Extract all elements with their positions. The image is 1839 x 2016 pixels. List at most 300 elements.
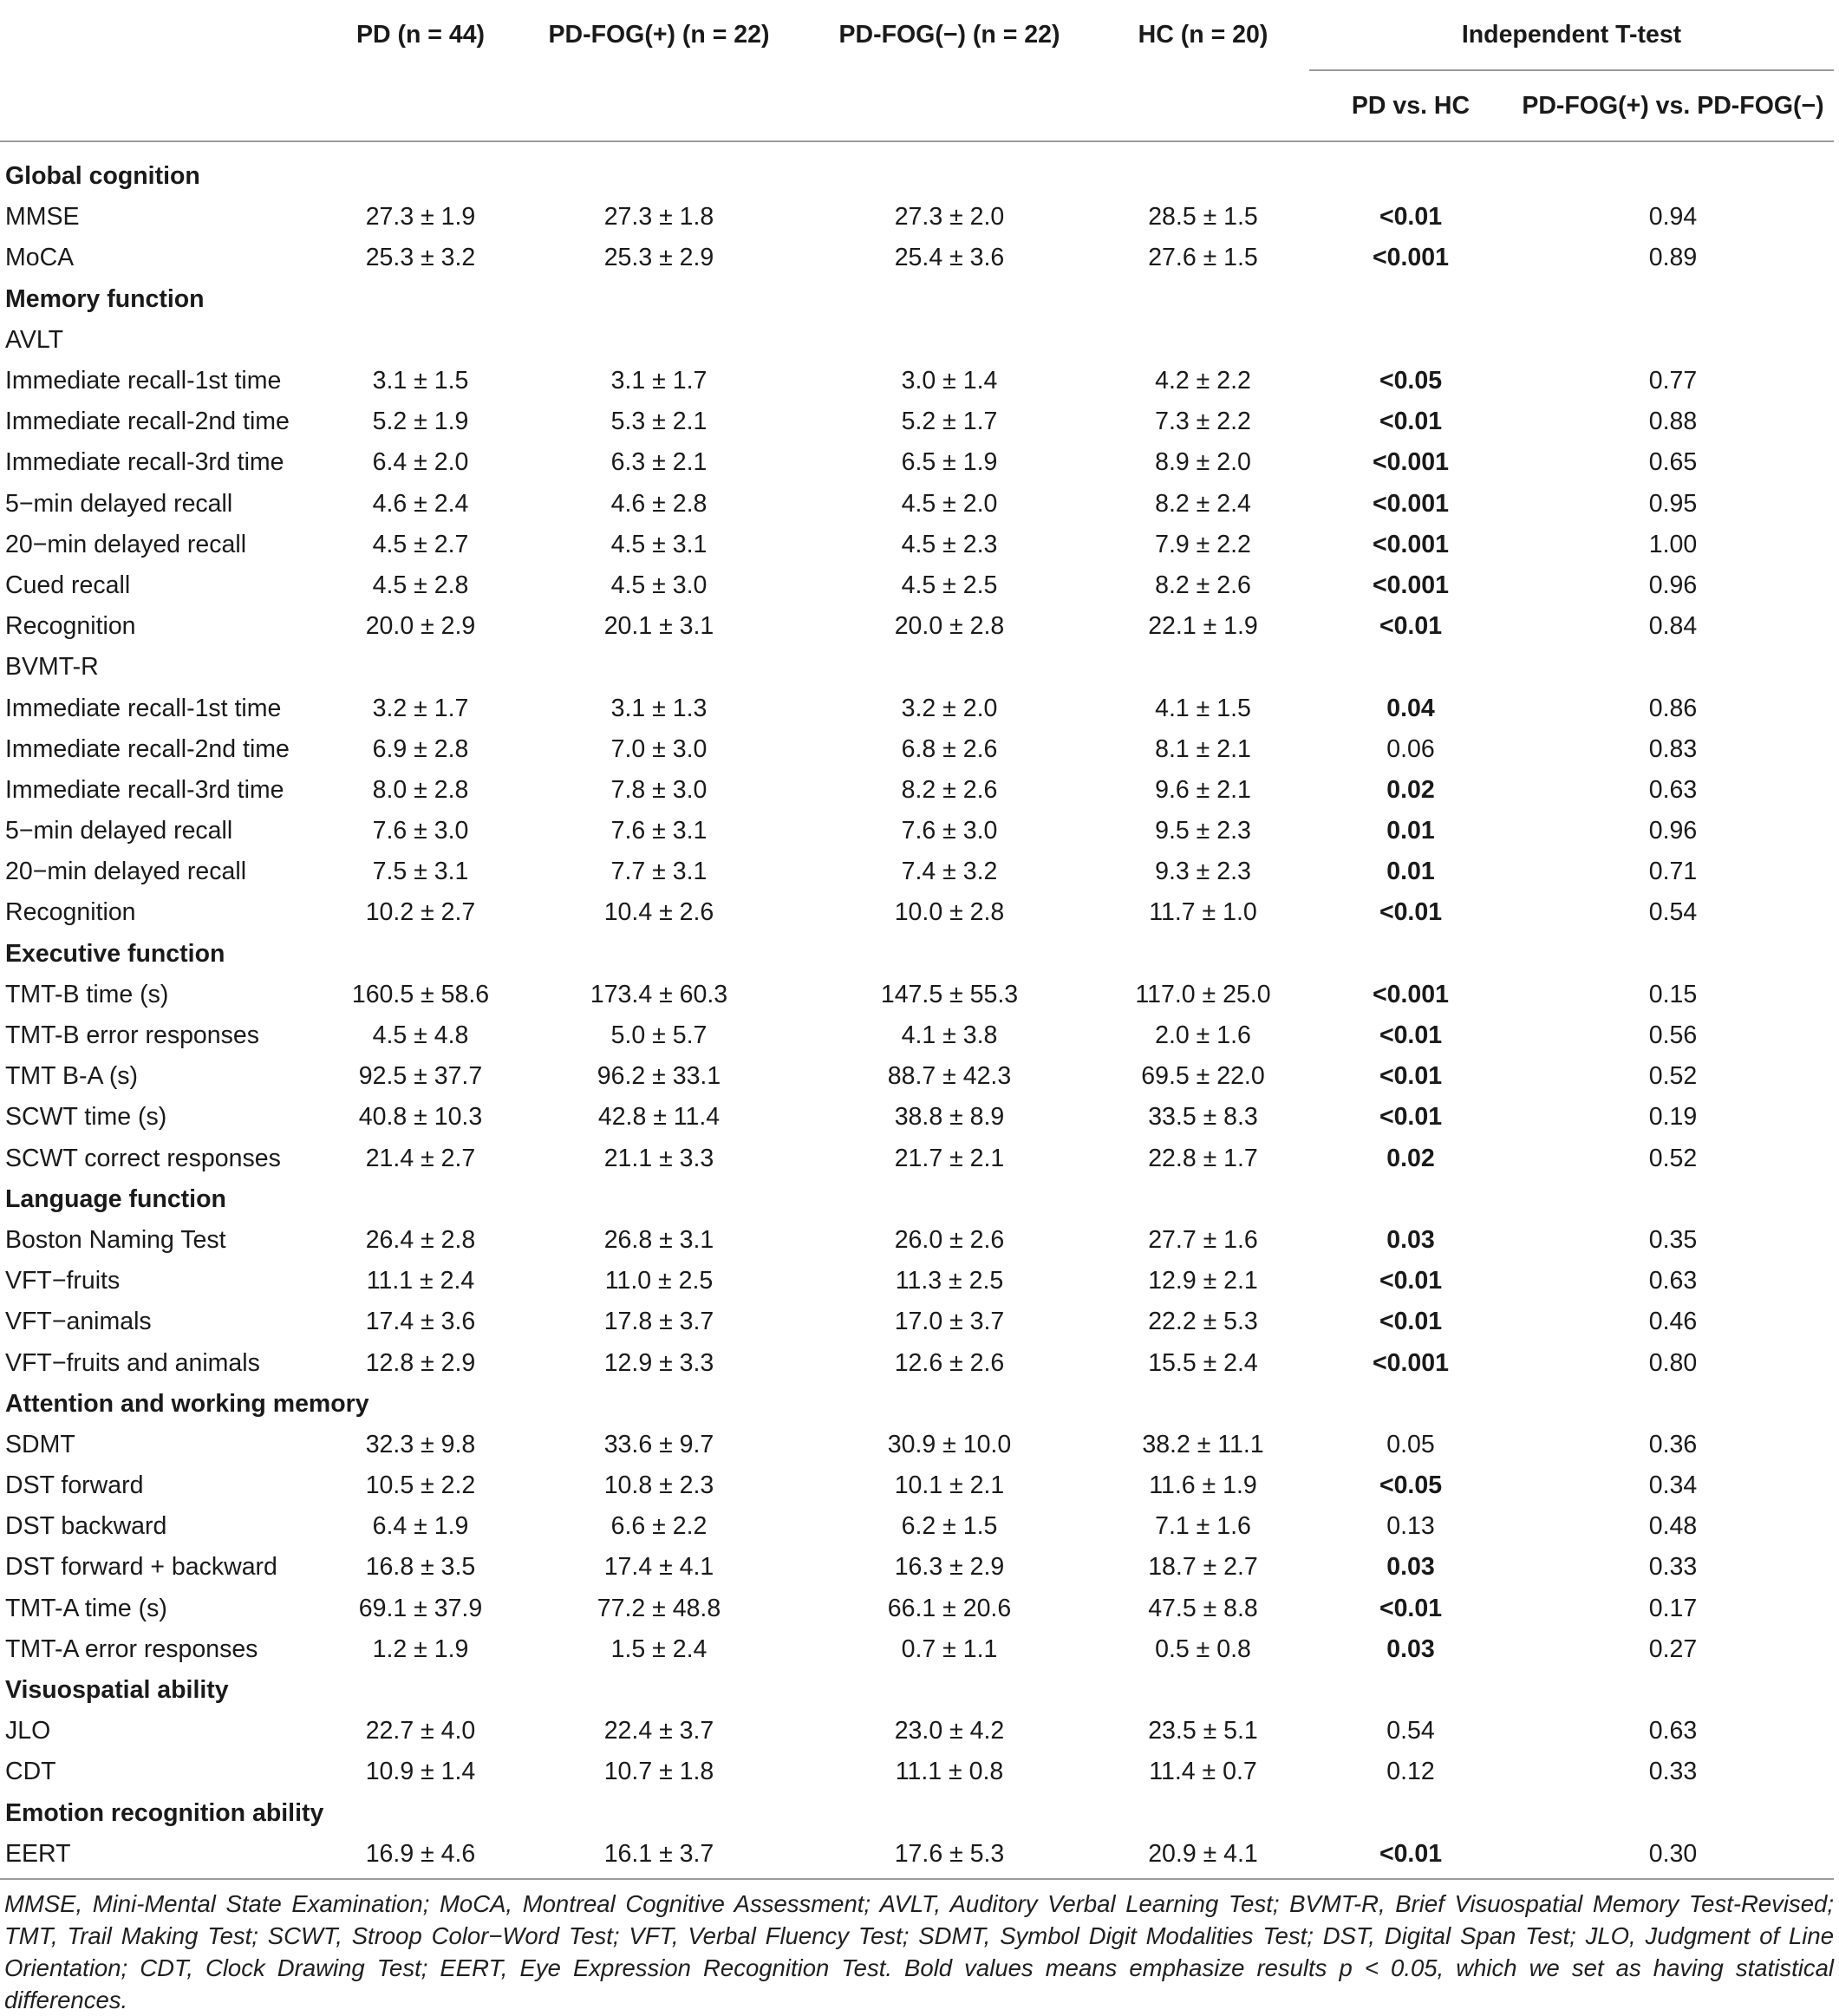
table-body [0, 141, 1834, 1879]
fog-neg-value: 10.0 ± 2.8 [894, 898, 1005, 927]
hc-value: 11.4 ± 0.7 [1149, 1758, 1257, 1786]
fog-neg-value: 88.7 ± 42.3 [887, 1062, 1012, 1091]
p-pd-vs-hc [1309, 320, 1512, 361]
fog-neg-value: 6.5 ± 1.9 [901, 448, 998, 477]
hc-value: 27.7 ± 1.6 [1148, 1225, 1258, 1254]
fog-neg-value [802, 1179, 1097, 1220]
pd-value: 16.8 ± 3.5 [365, 1553, 476, 1582]
fog-pos-value: 7.0 ± 3.0 [610, 734, 708, 763]
row-label: Immediate recall-1st time [5, 694, 282, 722]
p-fog-vs-fog: 0.17 [1648, 1594, 1698, 1622]
row-label: TMT-A time (s) [5, 1594, 167, 1622]
row-label: 20−min delayed recall [5, 530, 247, 558]
header-ttest [1309, 0, 1834, 70]
pd-value: 10.5 ± 2.2 [365, 1471, 476, 1500]
hc-value: 8.2 ± 2.4 [1155, 489, 1251, 518]
fog-neg-value [802, 647, 1097, 688]
p-fog-vs-fog: 0.89 [1648, 244, 1698, 272]
p-fog-vs-fog [1512, 1793, 1834, 1834]
fog-neg-value [802, 1384, 1097, 1425]
p-pd-vs-hc [1309, 934, 1512, 975]
fog-pos-value [516, 1670, 802, 1711]
hc-value: 12.9 ± 2.1 [1148, 1267, 1258, 1295]
pd-value [325, 279, 516, 320]
hc-value: 47.5 ± 8.8 [1148, 1594, 1258, 1622]
fog-pos-value [516, 934, 802, 975]
fog-neg-value: 0.7 ± 1.1 [901, 1634, 998, 1663]
table-row [0, 1342, 1834, 1383]
hc-value: 22.2 ± 5.3 [1148, 1308, 1258, 1336]
p-fog-vs-fog: 0.77 [1648, 367, 1698, 395]
pd-value: 4.5 ± 2.8 [372, 571, 469, 599]
table-row [0, 1506, 1834, 1547]
hc-value: 0.5 ± 0.8 [1155, 1634, 1251, 1663]
header-blank [0, 0, 325, 70]
row-label: Recognition [5, 612, 136, 641]
hc-value: 4.2 ± 2.2 [1155, 367, 1251, 395]
p-pd-vs-hc [1309, 647, 1512, 688]
pd-value: 5.2 ± 1.9 [372, 408, 469, 436]
p-fog-vs-fog [1512, 1670, 1834, 1711]
p-pd-vs-hc [1309, 1384, 1512, 1425]
hc-value: 28.5 ± 1.5 [1148, 203, 1258, 232]
row-label: VFT−animals [5, 1308, 152, 1336]
p-fog-vs-fog: 0.54 [1648, 898, 1698, 927]
table-row [0, 401, 1834, 442]
fog-pos-value: 6.6 ± 2.2 [610, 1512, 708, 1541]
fog-pos-value: 26.8 ± 3.1 [603, 1225, 714, 1254]
table-header [0, 0, 1834, 141]
hc-value: 7.9 ± 2.2 [1155, 530, 1251, 558]
section-row [0, 1793, 1834, 1834]
row-label: DST forward + backward [5, 1553, 277, 1582]
p-pd-vs-hc [1309, 141, 1512, 197]
subsection-row [0, 647, 1834, 688]
fog-pos-value: 4.5 ± 3.1 [610, 530, 708, 558]
p-pd-vs-hc: <0.001 [1373, 244, 1449, 272]
pd-value: 10.2 ± 2.7 [365, 898, 476, 927]
p-pd-vs-hc: <0.01 [1379, 1062, 1443, 1091]
pd-value: 6.4 ± 2.0 [372, 448, 469, 477]
p-fog-vs-fog [1512, 279, 1834, 320]
table-row [0, 565, 1834, 606]
row-label: TMT-A error responses [5, 1634, 258, 1663]
fog-pos-value: 10.7 ± 1.8 [603, 1758, 714, 1786]
fog-pos-value [516, 1793, 802, 1834]
p-pd-vs-hc [1309, 1179, 1512, 1220]
row-label: TMT B-A (s) [5, 1062, 139, 1091]
fog-neg-value: 7.4 ± 3.2 [901, 858, 998, 886]
pd-value [325, 934, 516, 975]
fog-neg-value: 12.6 ± 2.6 [894, 1348, 1005, 1377]
hc-value: 8.1 ± 2.1 [1155, 734, 1251, 763]
p-pd-vs-hc: <0.001 [1373, 448, 1449, 477]
fog-pos-value [516, 647, 802, 688]
table-row [0, 1465, 1834, 1506]
p-pd-vs-hc: 0.13 [1386, 1512, 1435, 1541]
section-label: Global cognition [5, 162, 200, 191]
p-pd-vs-hc: <0.01 [1379, 612, 1443, 641]
hc-value: 20.9 ± 4.1 [1097, 1834, 1309, 1879]
hc-value: 33.5 ± 8.3 [1148, 1103, 1258, 1132]
section-label: Executive function [5, 939, 225, 968]
pd-value: 6.9 ± 2.8 [372, 734, 469, 763]
row-label: CDT [5, 1758, 56, 1786]
hc-value: 22.1 ± 1.9 [1148, 612, 1258, 641]
fog-neg-value: 21.7 ± 2.1 [894, 1144, 1005, 1172]
pd-value: 21.4 ± 2.7 [365, 1144, 476, 1172]
row-label: VFT−fruits [5, 1267, 121, 1295]
p-pd-vs-hc: 0.03 [1386, 1553, 1435, 1582]
p-fog-vs-fog: 0.52 [1648, 1144, 1698, 1172]
fog-pos-value [516, 1384, 802, 1425]
p-fog-vs-fog: 0.65 [1648, 448, 1698, 477]
row-label: AVLT [5, 325, 64, 354]
row-label: EERT [0, 1834, 325, 1879]
p-pd-vs-hc: <0.01 [1379, 1267, 1443, 1295]
p-fog-vs-fog: 0.84 [1648, 612, 1698, 641]
header-fog-neg: PD-FOG(−) (n = 22) [838, 21, 1060, 49]
fog-pos-value: 6.3 ± 2.1 [610, 448, 708, 477]
section-label: Emotion recognition ability [5, 1798, 324, 1827]
fog-neg-value: 4.5 ± 2.3 [901, 530, 998, 558]
fog-pos-value: 27.3 ± 1.8 [603, 203, 714, 232]
row-label: SDMT [5, 1430, 75, 1458]
fog-neg-value: 6.2 ± 1.5 [901, 1512, 998, 1541]
fog-pos-value [516, 141, 802, 197]
p-fog-vs-fog: 0.95 [1648, 489, 1698, 518]
p-fog-vs-fog: 0.34 [1648, 1471, 1698, 1500]
pd-value [325, 647, 516, 688]
p-fog-vs-fog: 0.52 [1648, 1062, 1698, 1091]
fog-neg-value: 17.6 ± 5.3 [802, 1834, 1097, 1879]
fog-neg-value [802, 934, 1097, 975]
table-row [0, 1425, 1834, 1465]
p-pd-vs-hc: 0.04 [1386, 694, 1435, 722]
p-pd-vs-hc: 0.05 [1386, 1430, 1435, 1458]
p-fog-vs-fog: 0.80 [1648, 1348, 1698, 1377]
hc-value: 38.2 ± 11.1 [1142, 1430, 1264, 1458]
row-label: TMT-B time (s) [5, 980, 169, 1008]
fog-pos-value: 4.6 ± 2.8 [610, 489, 708, 518]
p-pd-vs-hc: <0.01 [1379, 1594, 1443, 1622]
p-pd-vs-hc: 0.06 [1386, 734, 1435, 763]
p-pd-vs-hc: <0.01 [1379, 408, 1443, 436]
hc-value: 7.1 ± 1.6 [1155, 1512, 1251, 1541]
row-label: Immediate recall-2nd time [5, 734, 290, 763]
section-row [0, 1179, 1834, 1220]
pd-value: 25.3 ± 3.2 [365, 244, 476, 272]
pd-value: 1.2 ± 1.9 [372, 1634, 469, 1663]
table-row [0, 1834, 1834, 1879]
table-row [0, 851, 1834, 892]
fog-neg-value: 147.5 ± 55.3 [880, 980, 1019, 1008]
p-pd-vs-hc [1309, 1793, 1512, 1834]
table-row [0, 197, 1834, 238]
table-row [0, 525, 1834, 565]
p-fog-vs-fog [1512, 1179, 1834, 1220]
row-label: SCWT time (s) [5, 1103, 167, 1132]
p-fog-vs-fog: 0.27 [1648, 1634, 1698, 1663]
fog-neg-value: 66.1 ± 20.6 [887, 1594, 1012, 1622]
fog-pos-value [516, 1179, 802, 1220]
table-row [0, 1302, 1834, 1342]
fog-neg-value: 7.6 ± 3.0 [901, 817, 998, 845]
row-label: DST forward [5, 1471, 144, 1500]
table-footnote: MMSE, Mini-Mental State Examination; MoCA, Montreal Cognitive Assessment; AVLT, Auditory Verbal Learning Test; BVMT-R, Brief Visuospatial Memory Test-Revised; TMT, Trail Making Test; SCWT, Stroop Color−Word Test; VFT, Verbal Fluency Test; SDMT, Symbol Digit Modalities Test; DST, Digital Span Test; JLO, Judgment of Line Orientation; CDT, Clock Drawing Test; EERT, Eye Expression Recognition Test. Bold values means emphasize results p < 0.05, which we set as having statistical differences. [4, 1890, 1834, 2013]
p-pd-vs-hc [1309, 279, 1512, 320]
p-fog-vs-fog: 0.36 [1648, 1430, 1698, 1458]
p-pd-vs-hc: <0.01 [1379, 898, 1443, 927]
p-pd-vs-hc: 0.02 [1386, 1144, 1435, 1172]
hc-value [1097, 320, 1309, 361]
hc-value: 8.2 ± 2.6 [1155, 571, 1251, 599]
pd-value: 69.1 ± 37.9 [358, 1594, 483, 1622]
row-label: TMT-B error responses [5, 1021, 259, 1050]
fog-neg-value [802, 141, 1097, 197]
row-label: DST backward [5, 1512, 167, 1541]
fog-pos-value: 173.4 ± 60.3 [590, 980, 728, 1008]
fog-neg-value: 11.3 ± 2.5 [895, 1267, 1004, 1295]
fog-pos-value: 21.1 ± 3.3 [603, 1144, 714, 1172]
fog-neg-value: 27.3 ± 2.0 [894, 203, 1005, 232]
fog-pos-value: 17.8 ± 3.7 [603, 1308, 714, 1336]
pd-value [325, 320, 516, 361]
p-fog-vs-fog: 0.15 [1648, 980, 1698, 1008]
pd-value [325, 1793, 516, 1834]
fog-neg-value [802, 320, 1097, 361]
fog-pos-value [516, 279, 802, 320]
pd-value: 7.6 ± 3.0 [372, 817, 469, 845]
fog-neg-value: 16.3 ± 2.9 [894, 1553, 1005, 1582]
header-blank-4 [516, 70, 802, 141]
table-row [0, 1097, 1834, 1138]
row-label: Cued recall [5, 571, 131, 599]
p-pd-vs-hc: 0.03 [1386, 1225, 1435, 1254]
row-label: SCWT correct responses [5, 1144, 281, 1172]
pd-value: 26.4 ± 2.8 [365, 1225, 476, 1254]
fog-pos-value: 12.9 ± 3.3 [603, 1348, 714, 1377]
header-hc: HC (n = 20) [1138, 21, 1268, 49]
p-fog-vs-fog: 0.63 [1648, 1267, 1698, 1295]
row-label: BVMT-R [5, 653, 99, 682]
p-pd-vs-hc: <0.01 [1379, 203, 1443, 232]
pd-value: 4.6 ± 2.4 [372, 489, 469, 518]
hc-value: 27.6 ± 1.5 [1148, 244, 1258, 272]
fog-neg-value: 25.4 ± 3.6 [894, 244, 1005, 272]
fog-pos-value: 17.4 ± 4.1 [603, 1553, 714, 1582]
table-row [0, 238, 1834, 278]
p-fog-vs-fog: 0.33 [1648, 1758, 1698, 1786]
fog-pos-value: 1.5 ± 2.4 [610, 1634, 708, 1663]
row-label: JLO [5, 1717, 51, 1745]
table-row [0, 442, 1834, 483]
fog-pos-value: 3.1 ± 1.7 [610, 367, 708, 395]
fog-neg-value: 5.2 ± 1.7 [901, 408, 998, 436]
row-label: 20−min delayed recall [5, 858, 247, 886]
fog-pos-value: 3.1 ± 1.3 [610, 694, 708, 722]
p-fog-vs-fog: 0.88 [1648, 408, 1698, 436]
header-blank-5 [802, 70, 1097, 141]
table-row [0, 975, 1834, 1015]
header-fog-vs-fog: PD-FOG(+) vs. PD-FOG(−) [1512, 70, 1834, 141]
pd-value: 3.1 ± 1.5 [372, 367, 469, 395]
hc-value [1097, 1670, 1309, 1711]
pd-value: 17.4 ± 3.6 [365, 1308, 476, 1336]
p-pd-vs-hc: <0.05 [1379, 367, 1443, 395]
fog-neg-value: 26.0 ± 2.6 [894, 1225, 1005, 1254]
fog-pos-value: 16.1 ± 3.7 [516, 1834, 802, 1879]
hc-value: 8.9 ± 2.0 [1155, 448, 1251, 477]
hc-value: 23.5 ± 5.1 [1148, 1717, 1258, 1745]
p-fog-vs-fog: 0.71 [1648, 858, 1698, 886]
row-label: Immediate recall-2nd time [5, 408, 290, 436]
table-row [0, 1015, 1834, 1056]
p-fog-vs-fog: 0.35 [1648, 1225, 1698, 1254]
p-fog-vs-fog: 0.30 [1512, 1834, 1834, 1879]
hc-value [1097, 934, 1309, 975]
fog-pos-value: 7.8 ± 3.0 [610, 775, 708, 804]
fog-neg-value: 23.0 ± 4.2 [894, 1717, 1005, 1745]
hc-value [1097, 279, 1309, 320]
fog-pos-value: 5.0 ± 5.7 [610, 1021, 708, 1050]
p-fog-vs-fog: 0.96 [1648, 571, 1698, 599]
p-pd-vs-hc: 0.54 [1386, 1717, 1435, 1745]
header-ttest-label: Independent T-test [1461, 20, 1682, 49]
table-row [0, 1711, 1834, 1752]
p-fog-vs-fog: 0.46 [1648, 1308, 1698, 1336]
table-row [0, 1752, 1834, 1792]
section-row [0, 279, 1834, 320]
p-fog-vs-fog: 0.63 [1648, 775, 1698, 804]
section-row [0, 1670, 1834, 1711]
p-fog-vs-fog [1512, 647, 1834, 688]
table-row [0, 1056, 1834, 1097]
section-row [0, 1384, 1834, 1425]
hc-value: 7.3 ± 2.2 [1155, 408, 1251, 436]
table-row [0, 1138, 1834, 1179]
pd-value: 3.2 ± 1.7 [372, 694, 469, 722]
hc-value: 69.5 ± 22.0 [1141, 1062, 1265, 1091]
hc-value: 117.0 ± 25.0 [1135, 980, 1271, 1008]
p-pd-vs-hc: <0.001 [1373, 489, 1449, 518]
table-row [0, 688, 1834, 728]
p-fog-vs-fog: 0.56 [1648, 1021, 1698, 1050]
fog-pos-value: 7.7 ± 3.1 [610, 858, 708, 886]
p-fog-vs-fog: 0.83 [1648, 734, 1698, 763]
table-row [0, 1261, 1834, 1302]
fog-neg-value: 4.5 ± 2.0 [901, 489, 998, 518]
fog-pos-value: 77.2 ± 48.8 [597, 1594, 721, 1622]
subsection-row [0, 320, 1834, 361]
fog-neg-value: 3.0 ± 1.4 [901, 367, 998, 395]
fog-neg-value: 8.2 ± 2.6 [901, 775, 998, 804]
p-fog-vs-fog [1512, 934, 1834, 975]
p-fog-vs-fog [1512, 141, 1834, 197]
fog-neg-value: 17.0 ± 3.7 [894, 1308, 1005, 1336]
p-fog-vs-fog: 0.48 [1648, 1512, 1698, 1541]
row-label: VFT−fruits and animals [5, 1348, 260, 1377]
pd-value: 6.4 ± 1.9 [372, 1512, 469, 1541]
section-row [0, 141, 1834, 197]
p-pd-vs-hc: <0.05 [1379, 1471, 1443, 1500]
p-pd-vs-hc: 0.01 [1386, 817, 1435, 845]
p-pd-vs-hc: <0.01 [1379, 1308, 1443, 1336]
hc-value [1097, 141, 1309, 197]
row-label: Recognition [5, 898, 136, 927]
p-fog-vs-fog: 0.96 [1648, 817, 1698, 845]
pd-value: 32.3 ± 9.8 [365, 1430, 476, 1458]
p-pd-vs-hc [1309, 1670, 1512, 1711]
p-pd-vs-hc: 0.12 [1386, 1758, 1435, 1786]
row-label: Immediate recall-3rd time [5, 448, 284, 477]
hc-value [1097, 1793, 1309, 1834]
row-label: Immediate recall-1st time [5, 367, 282, 395]
hc-value: 9.3 ± 2.3 [1155, 858, 1251, 886]
p-pd-vs-hc: <0.01 [1379, 1021, 1443, 1050]
fog-neg-value: 3.2 ± 2.0 [901, 694, 998, 722]
header-blank-2 [0, 70, 325, 141]
pd-value: 22.7 ± 4.0 [365, 1717, 476, 1745]
p-fog-vs-fog: 0.63 [1648, 1717, 1698, 1745]
p-pd-vs-hc: <0.001 [1373, 1348, 1449, 1377]
section-label: Memory function [5, 284, 205, 313]
fog-neg-value: 20.0 ± 2.8 [894, 612, 1005, 641]
row-label: 5−min delayed recall [5, 489, 233, 518]
hc-value [1097, 1384, 1309, 1425]
fog-neg-value: 4.1 ± 3.8 [901, 1021, 998, 1050]
hc-value: 15.5 ± 2.4 [1148, 1348, 1258, 1377]
fog-pos-value: 4.5 ± 3.0 [610, 571, 708, 599]
header-blank-6 [1097, 70, 1309, 141]
table-row [0, 1629, 1834, 1670]
section-label: Attention and working memory [5, 1389, 369, 1418]
fog-pos-value: 20.1 ± 3.1 [603, 612, 714, 641]
p-pd-vs-hc: <0.001 [1373, 980, 1449, 1008]
fog-pos-value: 22.4 ± 3.7 [603, 1717, 714, 1745]
table-row [0, 892, 1834, 933]
fog-pos-value: 10.4 ± 2.6 [603, 898, 714, 927]
row-label: 5−min delayed recall [5, 817, 233, 845]
table-row [0, 1547, 1834, 1588]
fog-neg-value: 6.8 ± 2.6 [901, 734, 998, 763]
fog-neg-value: 30.9 ± 10.0 [887, 1430, 1012, 1458]
pd-value: 27.3 ± 1.9 [365, 203, 476, 232]
fog-neg-value [802, 1793, 1097, 1834]
hc-value: 9.5 ± 2.3 [1155, 817, 1251, 845]
hc-value: 18.7 ± 2.7 [1148, 1553, 1258, 1582]
p-pd-vs-hc: 0.01 [1386, 858, 1435, 886]
pd-value: 20.0 ± 2.9 [365, 612, 476, 641]
fog-neg-value [802, 279, 1097, 320]
fog-pos-value: 25.3 ± 2.9 [603, 244, 714, 272]
p-fog-vs-fog: 0.94 [1648, 203, 1698, 232]
pd-value [325, 141, 516, 197]
table-row [0, 361, 1834, 401]
p-fog-vs-fog: 1.00 [1648, 530, 1698, 558]
section-row [0, 934, 1834, 975]
header-blank-3 [325, 70, 516, 141]
pd-value: 16.9 ± 4.6 [325, 1834, 516, 1879]
table-row [0, 606, 1834, 647]
table-row [0, 484, 1834, 525]
table-row [0, 770, 1834, 811]
fog-pos-value [516, 320, 802, 361]
pd-value: 40.8 ± 10.3 [358, 1103, 483, 1132]
fog-neg-value: 38.8 ± 8.9 [894, 1103, 1005, 1132]
pd-value: 10.9 ± 1.4 [365, 1758, 476, 1786]
p-fog-vs-fog: 0.86 [1648, 694, 1698, 722]
